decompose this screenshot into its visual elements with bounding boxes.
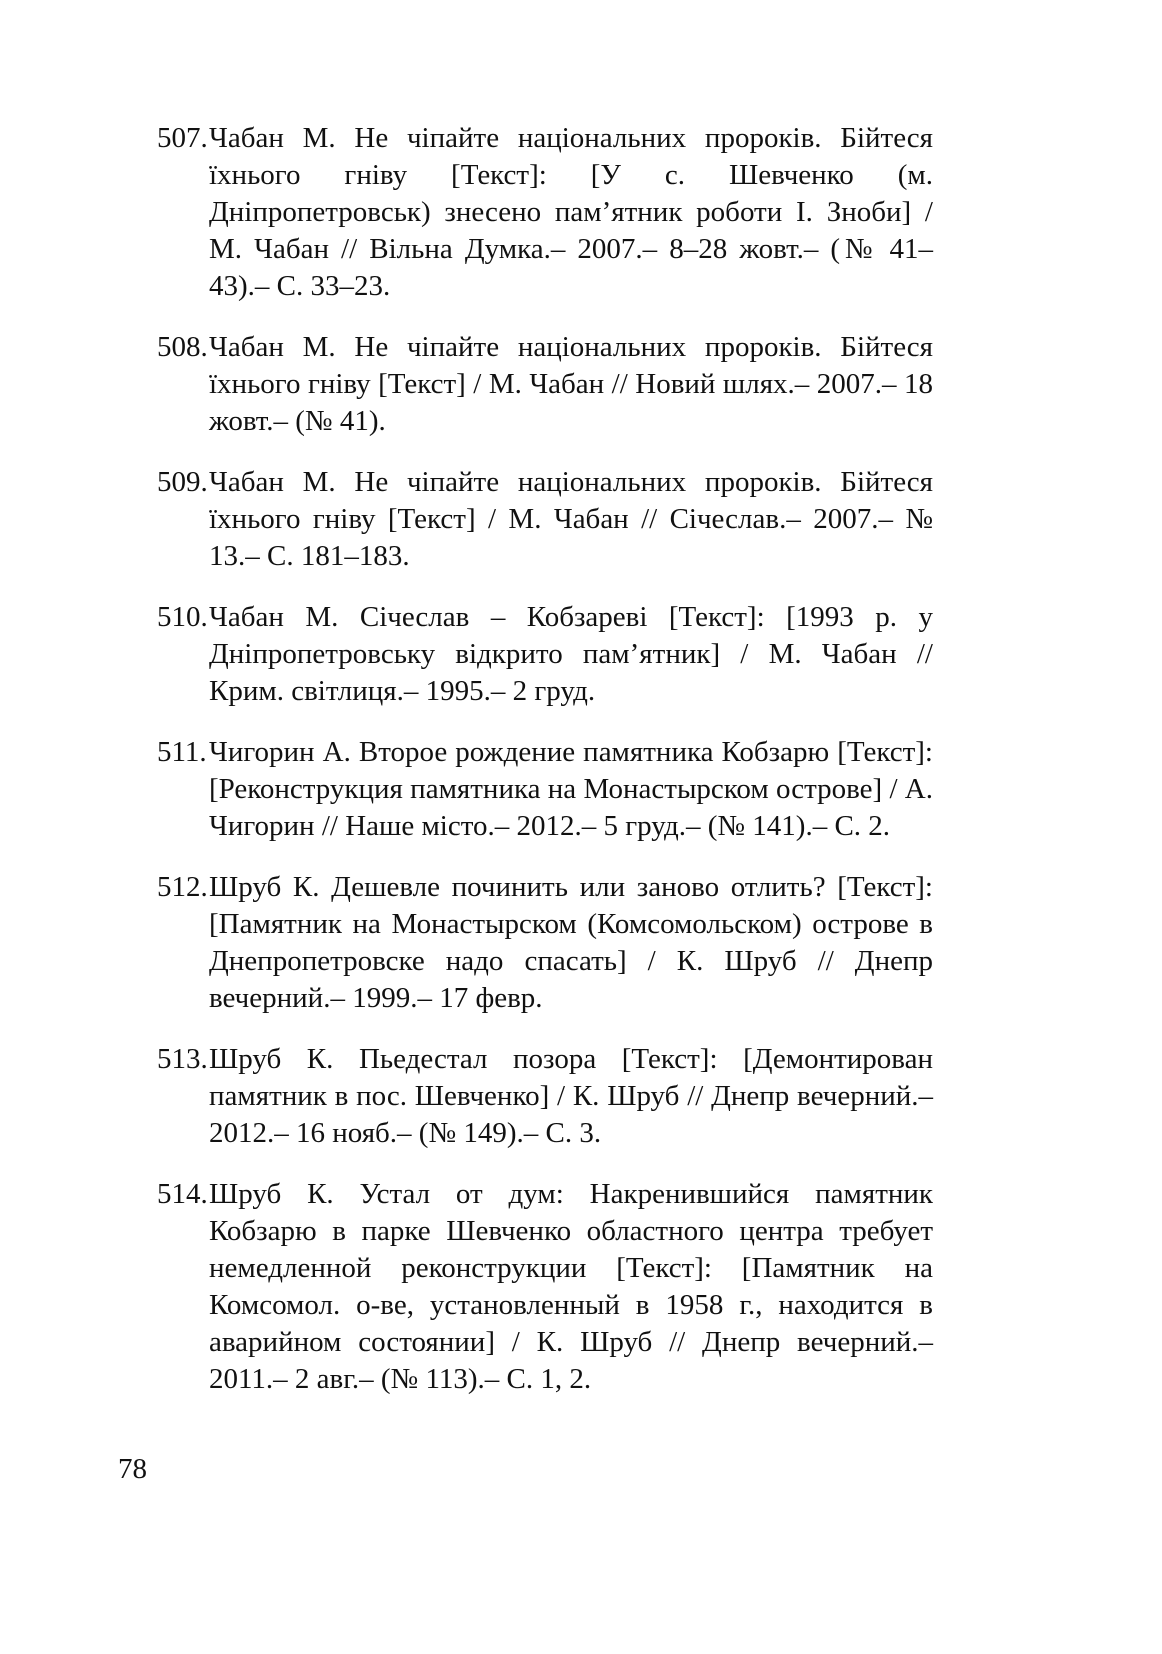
bibliography-entry: [157, 1041, 933, 1152]
entry-text: Чабан М. Не чіпайте національних пророків. Бійтеся їхнього гніву [Текст] / М. Чабан // Новий шлях.– 2007.– 18 жовт.– (№ 41).: [209, 331, 933, 437]
entry-number: 509.: [157, 466, 208, 498]
entry-number: 512.: [157, 871, 208, 903]
entry-number: 514.: [157, 1178, 208, 1210]
entry-number: 510.: [157, 601, 208, 633]
entry-text: Чабан М. Не чіпайте національних пророків. Бійтеся їхнього гніву [Текст] / М. Чабан // Січеслав.– 2007.– № 13.– С. 181–183.: [209, 466, 933, 572]
entry-text: Чабан М. Не чіпайте національних пророків. Бійтеся їхнього гніву [Текст]: [У с. Шевченко (м. Дніпропетровськ) знесено пам’ятник роботи І. Зноби] / М. Чабан // Вільна Думка.– 2007.– 8–28 жовт.– (№ 41–43).– С. 33–23.: [209, 122, 933, 302]
bibliography-entry: [157, 464, 933, 575]
page-number: 78: [118, 1453, 147, 1485]
entry-number: 511.: [157, 736, 207, 768]
bibliography-entry: [157, 869, 933, 1017]
bibliography-list: [157, 120, 933, 1398]
entry-text: Шруб К. Пьедестал позора [Текст]: [Демонтирован памятник в пос. Шевченко] / К. Шруб // Днепр вечерний.– 2012.– 16 нояб.– (№ 149).– С. 3.: [209, 1043, 933, 1149]
bibliography-entry: [157, 120, 933, 305]
bibliography-entry: [157, 599, 933, 710]
entry-number: 513.: [157, 1043, 208, 1075]
entry-number: 507.: [157, 122, 208, 154]
entry-text: Шруб К. Дешевле починить или заново отлить? [Текст]: [Памятник на Монастырском (Комсомольском) острове в Днепропетровске надо спасать] / К. Шруб // Днепр вечерний.– 1999.– 17 февр.: [209, 871, 933, 1014]
entry-text: Чигорин А. Второе рождение памятника Кобзарю [Текст]: [Реконструкция памятника на Монастырском острове] / А. Чигорин // Наше місто.– 2012.– 5 груд.– (№ 141).– С. 2.: [209, 736, 933, 842]
bibliography-entry: [157, 1176, 933, 1398]
bibliography-entry: [157, 329, 933, 440]
entry-text: Чабан М. Січеслав – Кобзареві [Текст]: [1993 р. у Дніпропетровську відкрито пам’ятник] / М. Чабан // Крим. світлиця.– 1995.– 2 груд.: [209, 601, 933, 707]
entry-text: Шруб К. Устал от дум: Накренившийся памятник Кобзарю в парке Шевченко областного центра требует немедленной реконструкции [Текст]: [Памятник на Комсомол. о-ве, установленный в 1958 г., находится в аварийном состоянии] / К. Шруб // Днепр вечерний.– 2011.– 2 авг.– (№ 113).– С. 1, 2.: [209, 1178, 933, 1395]
entry-number: 508.: [157, 331, 208, 363]
bibliography-entry: [157, 734, 933, 845]
